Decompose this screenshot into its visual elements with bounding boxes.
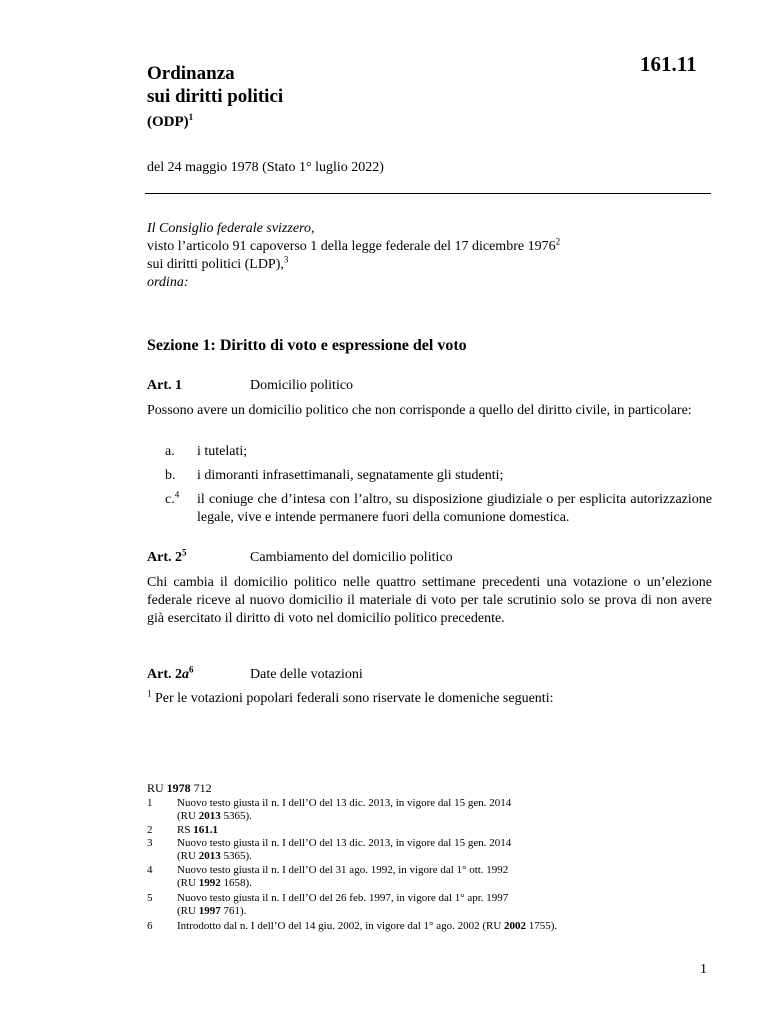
list-item-text: i tutelati; xyxy=(197,444,248,459)
footnote-text: Nuovo testo giusta il n. I dell’O del 26 feb. 1997, in vigore dal 1° apr. 1997 (RU 1997 761). xyxy=(177,892,509,917)
title-line-1: Ordinanza xyxy=(147,63,235,84)
footnote-text: Nuovo testo giusta il n. I dell’O del 13 dic. 2013, in vigore dal 15 gen. 2014 (RU 2013 5365). xyxy=(177,797,512,822)
footnote-ref[interactable]: 3 xyxy=(283,254,289,265)
preamble-authority: Il Consiglio federale svizzero, xyxy=(147,221,315,236)
footnote-number: 4 xyxy=(147,864,153,876)
article-paragraph: $^1$ Per le votazioni popolari federali sono riservate le domeniche seguenti: xyxy=(147,688,554,706)
footnote-ref[interactable]: 5 xyxy=(182,547,187,558)
footnote-ref[interactable]: 2 xyxy=(555,236,561,247)
date-line: del 24 maggio 1978 (Stato 1° luglio 2022) xyxy=(147,160,384,175)
footnote xyxy=(147,837,707,862)
page-number: 1 xyxy=(700,962,707,977)
header-divider xyxy=(145,193,711,194)
title-line-2: sui diritti politici xyxy=(147,86,284,107)
article-number: Art. $2a^6$ xyxy=(147,664,194,682)
article-title: Date delle votazioni xyxy=(250,667,363,682)
list-item-text: i dimoranti infrasettimanali, segnatamente gli studenti; xyxy=(197,468,504,483)
footnote-text: Nuovo testo giusta il n. I dell’O del 31 ago. 1992, in vigore dal 1° ott. 1992 (RU 1992 1658). xyxy=(177,864,509,889)
title-abbreviation: (ODP)$^1$ xyxy=(147,112,194,130)
footnote-number: 6 xyxy=(147,920,153,932)
list-marker: b. xyxy=(165,468,176,483)
list-item-text: il coniuge che d’intesa con l’altro, su disposizione giudiziale o per esplicita autorizzazione legale, vive e intende permanere fuori della comunione domestica. xyxy=(197,492,712,525)
footnote-ref[interactable]: 6 xyxy=(189,664,194,675)
article-title: Cambiamento del domicilio politico xyxy=(250,550,453,565)
footnote xyxy=(147,864,707,889)
article-number: Art. 1 xyxy=(147,378,182,393)
footnote-text: RS 161.1 xyxy=(177,824,218,836)
article-paragraph: Chi cambia il domicilio politico nelle quattro settimane precedenti una votazione o un’elezione federale riceve al nuovo domicilio il materiale di voto per tale scrutinio solo se prova di non avere già esercitato il diritto di voto nel domicilio politico precedente. xyxy=(147,575,712,626)
section-heading: Sezione 1: Diritto di voto e espressione del voto xyxy=(147,337,467,354)
article-heading xyxy=(147,547,712,566)
footnote-number: 2 xyxy=(147,824,153,836)
footnote xyxy=(147,892,707,917)
article-heading xyxy=(147,378,712,394)
list-item xyxy=(147,467,712,485)
paragraph-number: 1 xyxy=(147,688,152,699)
footnote-text: Introdotto dal n. I dell’O del 14 giu. 2002, in vigore dal 1° ago. 2002 (RU 2002 1755). xyxy=(177,920,558,932)
preamble-visto: visto l’articolo 91 capoverso 1 della legge federale del 17 dicembre 1976$^2$ xyxy=(147,236,561,254)
article-heading xyxy=(147,664,712,683)
article-paragraph: Possono avere un domicilio politico che non corrisponde a quello del diritto civile, in particolare: xyxy=(147,403,692,418)
footnote xyxy=(147,797,707,822)
article-number: Art. $2^5$ xyxy=(147,547,187,565)
footnote xyxy=(147,824,707,837)
list-marker: a. xyxy=(165,444,175,459)
preamble xyxy=(147,220,712,292)
footnote xyxy=(147,920,707,933)
title-block xyxy=(147,62,283,131)
list-item xyxy=(147,443,712,461)
footnote-number: 5 xyxy=(147,892,153,904)
footnote-ref[interactable]: 1 xyxy=(188,112,194,122)
article-title: Domicilio politico xyxy=(250,378,354,393)
list-marker: c.$^4$ xyxy=(165,489,180,507)
preamble-ordina: ordina: xyxy=(147,275,189,290)
list-item xyxy=(147,491,712,527)
footnote-ref[interactable]: 4 xyxy=(174,489,180,500)
preamble-visto-2: sui diritti politici (LDP),$^3$ xyxy=(147,254,289,272)
sr-number: 161.11 xyxy=(640,52,697,76)
footnote-number: 3 xyxy=(147,837,153,849)
footnote-text: Nuovo testo giusta il n. I dell’O del 13 dic. 2013, in vigore dal 15 gen. 2014 (RU 2013 5365). xyxy=(177,837,512,862)
official-collection-reference: RU 1978 712 xyxy=(147,781,212,795)
footnote-number: 1 xyxy=(147,797,153,809)
